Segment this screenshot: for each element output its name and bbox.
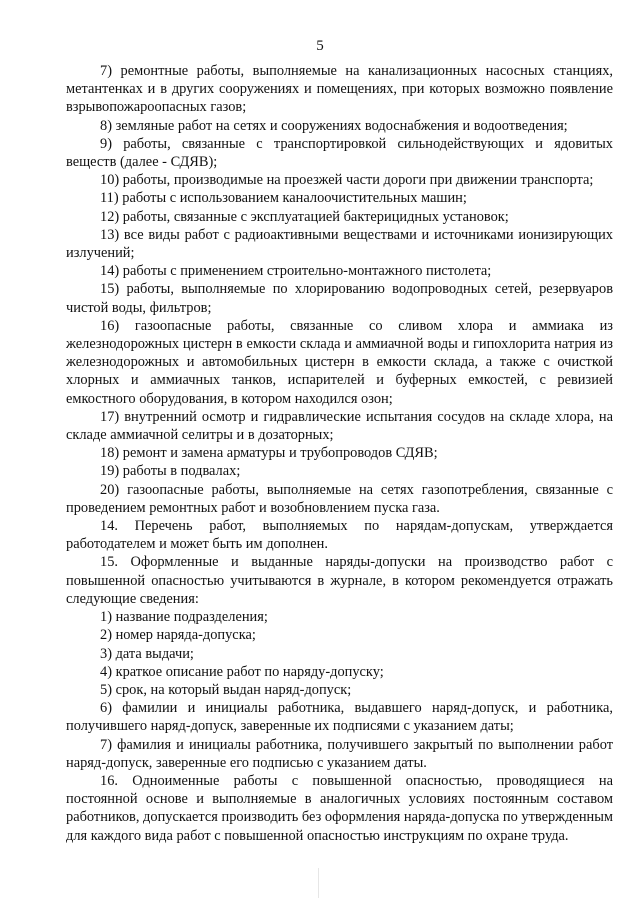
paragraph-item-17: 17) внутренний осмотр и гидравлические испытания сосудов на складе хлора, на складе аммиачной селитры и в дозаторных; [66,408,613,444]
paragraph-item-13: 13) все виды работ с радиоактивными веществами и источниками ионизирующих излучений; [66,226,613,262]
section-15: 15. Оформленные и выданные наряды-допуски на производство работ с повышенной опасностью учитываются в журнале, в котором рекомендуется отражать следующие сведения: [66,554,613,607]
paragraph-item-14: 14) работы с применением строительно-монтажного пистолета; [100,263,492,280]
paragraph-item-12: 12) работы, связанные с эксплуатацией бактерицидных установок; [100,208,509,225]
journal-item-4: 4) краткое описание работ по наряду-допуску; [100,663,384,680]
scan-artifact [318,868,319,898]
section-16: 16. Одноименные работы с повышенной опасностью, проводящиеся на постоянной основе и выполняемые в аналогичных условиях постоянным составом работников, допускается производить без оформления наряда-допуска по утвержденным для каждого вида работ с повышенной опасностью инструкциям по охране труда. [66,772,613,844]
paragraph-item-10: 10) работы, производимые на проезжей части дороги при движении транспорта; [100,172,594,189]
document-body [66,62,613,845]
journal-item-2: 2) номер наряда-допуска; [100,627,256,644]
paragraph-item-16: 16) газоопасные работы, связанные со сливом хлора и аммиака из железнодорожных цистерн в емкости склада и аммиачной воды и гипохлорита натрия из железнодорожных и автомобильных цистерн в емкости склада, а также с очисткой хлорных и аммиачных танков, испарителей и буферных емкостей, с ревизией емкостного оборудования, в котором находился озон; [66,317,613,407]
section-14: 14. Перечень работ, выполняемых по нарядам-допускам, утверждается работодателем и может быть им дополнен. [66,518,613,553]
paragraph-item-19: 19) работы в подвалах; [100,463,241,480]
paragraph-item-8: 8) земляные работ на сетях и сооружениях водоснабжения и водоотведения; [100,117,568,134]
paragraph-item-11: 11) работы с использованием каналоочистительных машин; [100,190,467,207]
journal-item-6: 6) фамилии и инициалы работника, выдавшего наряд-допуск, и работника, получившего наряд-допуск, заверенные их подписями с указанием даты; [66,700,613,735]
journal-item-3: 3) дата выдачи; [100,645,194,662]
journal-item-5: 5) срок, на который выдан наряд-допуск; [100,681,352,698]
paragraph-item-18: 18) ремонт и замена арматуры и трубопроводов СДЯВ; [100,445,438,462]
paragraph-item-9: 9) работы, связанные с транспортировкой сильнодействующих и ядовитых веществ (далее - СДЯВ); [66,135,613,171]
paragraph-item-15: 15) работы, выполняемые по хлорированию водопроводных сетей, резервуаров чистой воды, фильтров; [66,281,613,316]
journal-item-1: 1) название подразделения; [100,609,268,626]
paragraph-item-20: 20) газоопасные работы, выполняемые на сетях газопотребления, связанные с проведением ремонтных работ и возобновлением пуска газа. [66,481,613,516]
page-number: 5 [316,38,324,54]
paragraph-item-7: 7) ремонтные работы, выполняемые на канализационных насосных станциях, метантенках и в других сооружениях и помещениях, при которых возможно появление взрывопожароопасных газов; [66,63,613,116]
journal-item-7: 7) фамилия и инициалы работника, получившего закрытый по выполнении работ наряд-допуск, заверенные его подписью с указанием даты. [66,736,613,771]
